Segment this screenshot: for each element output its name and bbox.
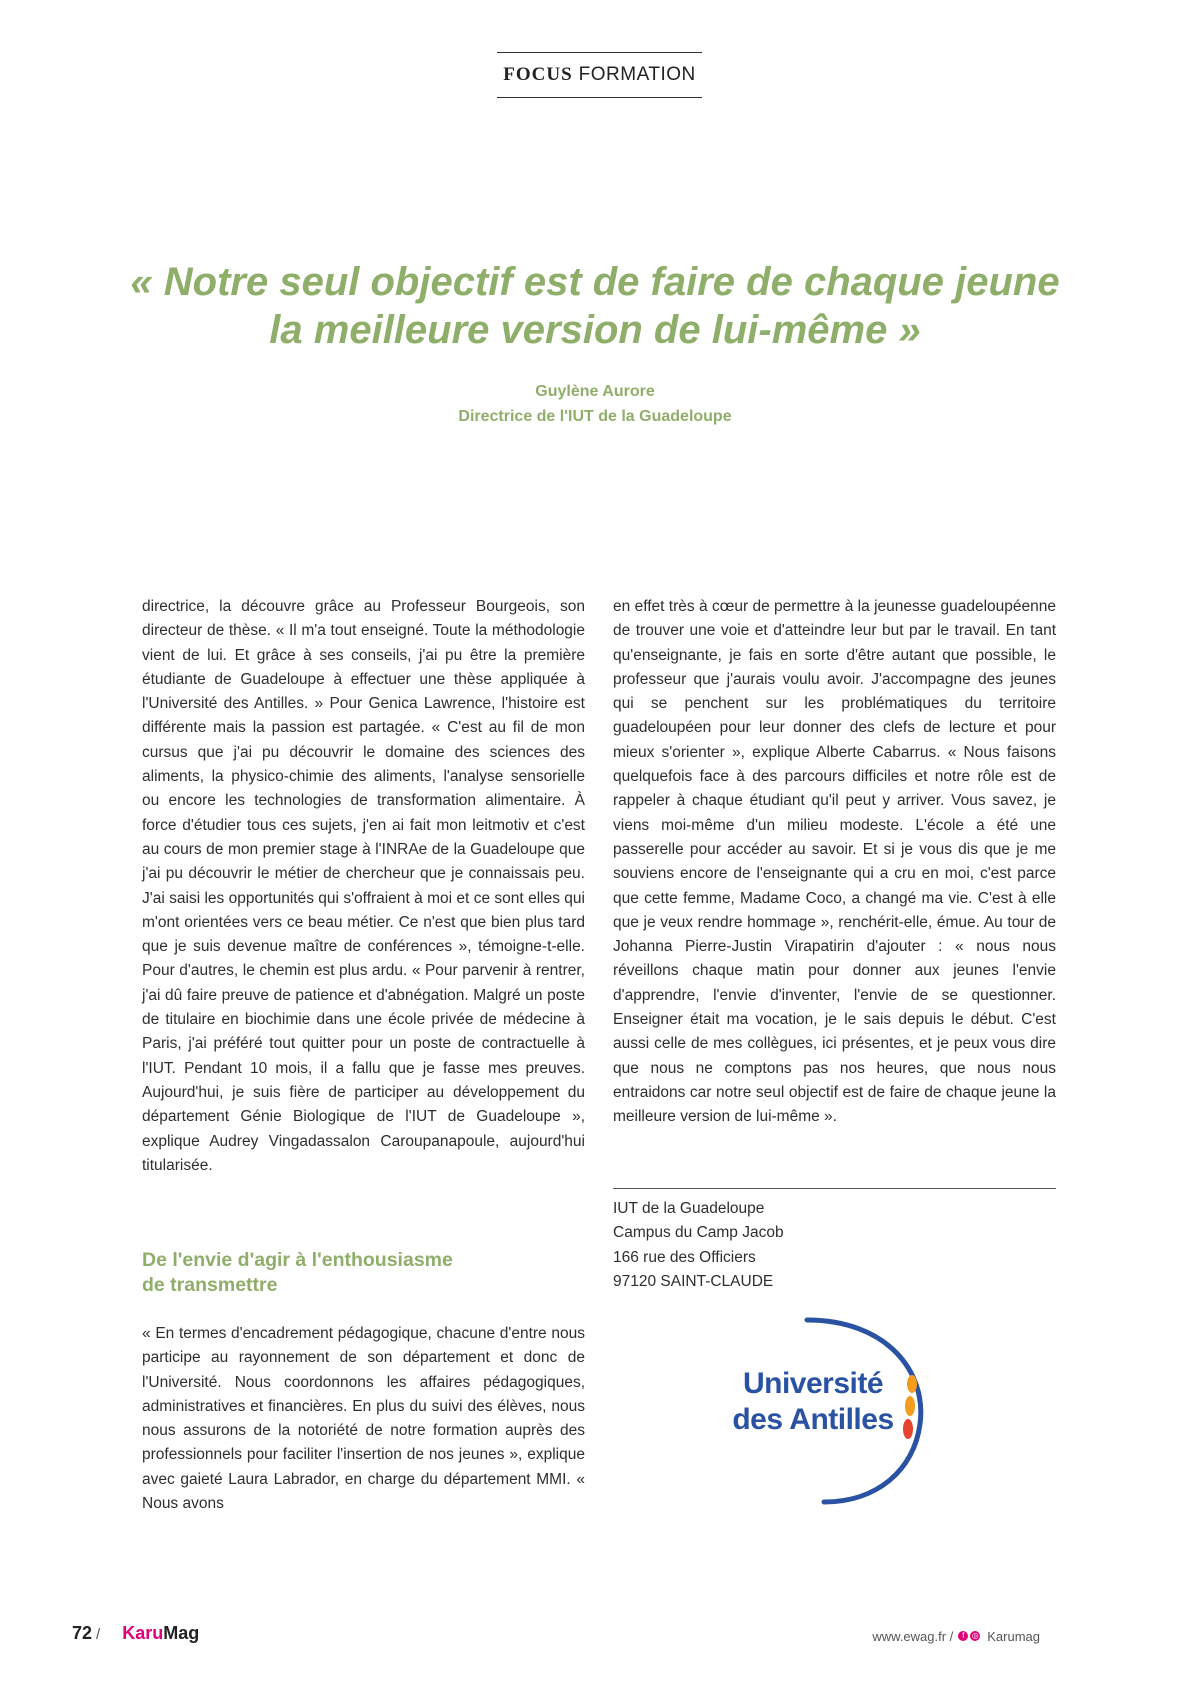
logo-line1: Université bbox=[742, 1367, 884, 1400]
universite-des-antilles-logo bbox=[712, 1312, 932, 1510]
instagram-icon[interactable]: ◎ bbox=[971, 1631, 979, 1640]
rubric-formation: FORMATION bbox=[578, 64, 696, 85]
byline-role: Directrice de l'IUT de la Guadeloupe bbox=[458, 408, 732, 425]
social-handle[interactable]: Karumag bbox=[987, 1628, 1040, 1644]
footer-links bbox=[872, 1626, 1040, 1646]
byline-name: Guylène Aurore bbox=[535, 383, 655, 400]
footer-page-info bbox=[72, 1623, 199, 1647]
page-number: 72 bbox=[72, 1623, 93, 1643]
pull-quote-line2: la meilleure version de lui-même » bbox=[269, 308, 921, 352]
right-paragraph-1: en effet très à cœur de permettre à la jeunesse guadeloupéenne de trouver une voie et d'atteindre leur but par le travail. En tant qu'enseignante, je fais en sorte d'être autant que possible, le professeur que j'aurais voulu avoir. J'accompagne des jeunes qui se penchent sur les problématiques du territoire guadeloupéen pour leur donner des clefs de lecture et pour mieux s'orienter », explique Alberte Cabarrus. « Nous faisons quelquefois face à des parcours difficiles et notre rôle est de rappeler à chaque étudiant qu'il peut y arriver. Vous savez, je viens moi-même d'un milieu modeste. L'école a été une passerelle pour accéder au savoir. Et si je vous dis que je me souviens encore de l'enseignante qui a cru en moi, c'est parce que cette femme, Madame Coco, a changé ma vie. C'est à elle que je veux rendre hommage », renchérit-elle, émue. Au tour de Johanna Pierre-Justin Virapatirin d'ajouter : « nous nous réveillons chaque matin pour donner aux jeunes l'envie d'apprendre, l'envie d'inventer, l'envie de se questionner. Enseigner était ma vocation, je le sais depuis le début. C'est aussi celle de mes collègues, ici présentes, et je peux vous dire que nous ne comptons pas nos heures, que nous nous entraidons car notre seul objectif est de faire de chaque jeune la meilleure version de lui-même ». bbox=[613, 598, 1056, 1126]
subheading-line1: De l'envie d'agir à l'enthousiasme bbox=[142, 1249, 453, 1271]
rubric-focus: FOCUS bbox=[503, 64, 573, 85]
address-block bbox=[613, 1197, 1056, 1294]
address-line2: Campus du Camp Jacob bbox=[613, 1224, 784, 1242]
brand-karu: Karu bbox=[122, 1623, 164, 1643]
pull-quote bbox=[100, 258, 1090, 354]
left-paragraph-2: « En termes d'encadrement pédagogique, chacune d'entre nous participe au rayonnement de son département et donc de l'Université. Nous coordonnons les affaires pédagogiques, administratives et financières. En plus du suivi des élèves, nous nous assurons de la notoriété de notre formation auprès des professionnels pour faciliter l'insertion de nos jeunes », explique avec gaieté Laura Labrador, en charge du département MMI. « Nous avons bbox=[142, 1325, 585, 1513]
pull-quote-line1: « Notre seul objectif est de faire de chaque jeune bbox=[130, 260, 1060, 304]
address-line4: 97120 SAINT-CLAUDE bbox=[613, 1272, 774, 1290]
left-column-text-2 bbox=[142, 1322, 585, 1516]
website-link[interactable]: www.ewag.fr / bbox=[872, 1628, 954, 1644]
address-line1: IUT de la Guadeloupe bbox=[613, 1200, 765, 1217]
logo-line2: des Antilles bbox=[732, 1403, 894, 1436]
section-subheading bbox=[142, 1248, 585, 1298]
byline bbox=[300, 379, 890, 429]
brand-mag: Mag bbox=[163, 1623, 200, 1643]
address-divider bbox=[613, 1188, 1056, 1189]
social-icons bbox=[958, 1631, 982, 1641]
left-column-text bbox=[142, 595, 585, 1178]
facebook-icon[interactable]: f bbox=[958, 1631, 968, 1641]
right-column-text bbox=[613, 595, 1056, 1130]
logo-wordmark bbox=[718, 1366, 908, 1438]
page-separator: / bbox=[96, 1626, 101, 1643]
left-paragraph-1: directrice, la découvre grâce au Professeur Bourgeois, son directeur de thèse. « Il m'a tout enseigné. Toute la méthodologie vient de lui. Et grâce à ses conseils, j'ai pu être la première étudiante de Guadeloupe à effectuer une thèse appliquée à l'Université des Antilles. » Pour Genica Lawrence, l'histoire est différente mais la passion est partagée. « C'est au fil de mon cursus que j'ai pu découvrir le domaine des sciences des aliments, la physico-chimie des aliments, l'analyse sensorielle ou encore les technologies de transformation alimentaire. À force d'étudier tous ces sujets, j'en ai fait mon leitmotiv et c'est au cours de mon premier stage à l'INRAe de la Guadeloupe que j'ai pu découvrir le métier de chercheur que je connaissais peu. J'ai saisi les opportunités qui s'offraient à moi et ce sont elles qui m'ont orientées vers ce beau métier. Ce n'est que bien plus tard que je suis devenue maître de conférences », témoigne-t-elle. Pour d'autres, le chemin est plus ardu. « Pour parvenir à rentrer, j'ai dû faire preuve de patience et d'abnégation. Malgré un poste de titulaire en biochimie dans une école privée de médecine à Paris, j'ai préféré tout quitter pour un poste de contractuelle à l'IUT. Pendant 10 mois, il a fallu que je fasse mes preuves. Aujourd'hui, je suis fière de participer au développement du département Génie Biologique de l'IUT de Guadeloupe », explique Audrey Vingadassalon Caroupanapoule, aujourd'hui titularisée. bbox=[142, 598, 585, 1174]
subheading-line2: de transmettre bbox=[142, 1274, 278, 1296]
address-line3: 166 rue des Officiers bbox=[613, 1248, 756, 1266]
section-rubric bbox=[497, 52, 702, 98]
